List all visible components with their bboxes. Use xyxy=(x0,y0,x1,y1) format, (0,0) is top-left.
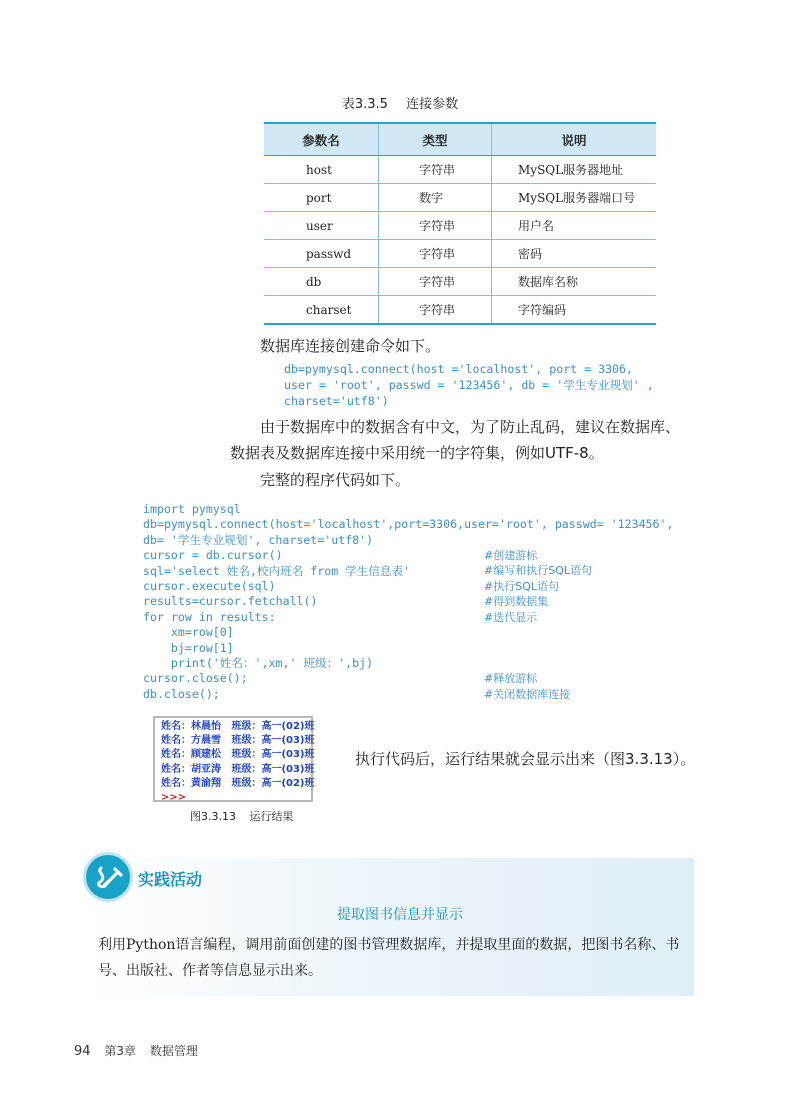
paragraph-result-text: 执行代码后，运行结果就会显示出来（图3.3.13）。 xyxy=(355,750,696,768)
code-comments: #创建游标 #编写和执行SQL语句 #执行SQL语句 #得到数据集 #迭代显示 #释放游标 #关闭数据库连接 xyxy=(484,549,592,701)
cell-type: 字符串 xyxy=(379,296,492,325)
cell-desc: 数据库名称 xyxy=(492,268,657,296)
cell-type: 数字 xyxy=(379,184,492,212)
activity-title: 实践活动 xyxy=(138,870,203,889)
paragraph-charset-line1: 由于数据库中的数据含有中文，为了防止乱码，建议在数据库、 xyxy=(260,418,681,436)
cell-desc: 密码 xyxy=(492,240,657,268)
cell-param: port xyxy=(264,184,379,212)
activity-subtitle: 提取图书信息并显示 xyxy=(337,907,463,923)
cell-desc: MySQL服务器地址 xyxy=(492,156,657,184)
cell-desc: 字符编码 xyxy=(492,296,657,325)
cell-param: host xyxy=(264,156,379,184)
python-prompt: >>> xyxy=(161,792,187,804)
table-caption-number: 表3.3.5 xyxy=(341,97,388,112)
header-param-name: 参数名 xyxy=(264,123,379,156)
table-row xyxy=(264,268,656,296)
cell-param: user xyxy=(264,212,379,240)
figure-caption-title: 运行结果 xyxy=(249,810,294,823)
cell-type: 字符串 xyxy=(379,268,492,296)
cell-param: charset xyxy=(264,296,379,325)
chapter-title: 数据管理 xyxy=(149,1044,198,1058)
header-description: 说明 xyxy=(492,123,657,156)
connection-params-table xyxy=(264,122,656,325)
code-connect-snippet: db=pymysql.connect(host ='localhost', port = 3306, user = 'root', passwd = '123456', db = '学生专业规划' , charset='utf8') xyxy=(284,362,654,408)
paragraph-charset-line2: 数据表及数据库连接中采用统一的字符集，例如UTF-8。 xyxy=(230,444,604,462)
activity-icon xyxy=(86,855,130,899)
cell-param: db xyxy=(264,268,379,296)
header-type: 类型 xyxy=(379,123,492,156)
table-row xyxy=(264,156,656,184)
run-result-output: 姓名：林晨怡 班级：高一(02)班 姓名：方晨雪 班级：高一(03)班 姓名：顾建松 班级：高一(03)班 姓名：胡亚涛 班级：高一(03)班 姓名：黄渝翔 班级：高一(02)班 xyxy=(161,721,315,789)
table-row xyxy=(264,296,656,325)
cell-desc: MySQL服务器端口号 xyxy=(492,184,657,212)
table-caption-title: 连接参数 xyxy=(406,97,459,112)
table-row xyxy=(264,184,656,212)
activity-body: 利用Python语言编程，调用前面创建的图书管理数据库，并提取里面的数据，把图书名称、书号、出版社、作者等信息显示出来。 xyxy=(98,937,680,979)
figure-caption-number: 图3.3.13 xyxy=(190,810,236,823)
page-number: 94 xyxy=(74,1044,91,1059)
cell-desc: 用户名 xyxy=(492,212,657,240)
paragraph-full-code-intro: 完整的程序代码如下。 xyxy=(260,471,411,489)
figure-caption xyxy=(190,808,294,824)
run-result-window xyxy=(153,716,313,802)
table-caption xyxy=(0,93,800,112)
cell-type: 字符串 xyxy=(379,156,492,184)
cell-type: 字符串 xyxy=(379,240,492,268)
table-row xyxy=(264,240,656,268)
cell-type: 字符串 xyxy=(379,212,492,240)
code-full-program: import pymysql db=pymysql.connect(host='localhost',port=3306,user='root', passwd= '123456', db= '学生专业规划', charset='utf8') cursor = db.cursor() sql='select 姓名,校内班名 from 学生信息表' cursor.execute(sql) results=cursor.fetchall() for row in results: xm=row[0] bj=row[1] print('姓名：',xm,' 班级：',bj) cursor.close(); db.close(); xyxy=(143,502,674,701)
cell-param: passwd xyxy=(264,240,379,268)
page-footer xyxy=(74,1042,198,1059)
chapter-number: 第3章 xyxy=(104,1044,137,1058)
table-row xyxy=(264,212,656,240)
table-header-row xyxy=(264,123,656,156)
paragraph-connect-intro: 数据库连接创建命令如下。 xyxy=(260,337,441,355)
